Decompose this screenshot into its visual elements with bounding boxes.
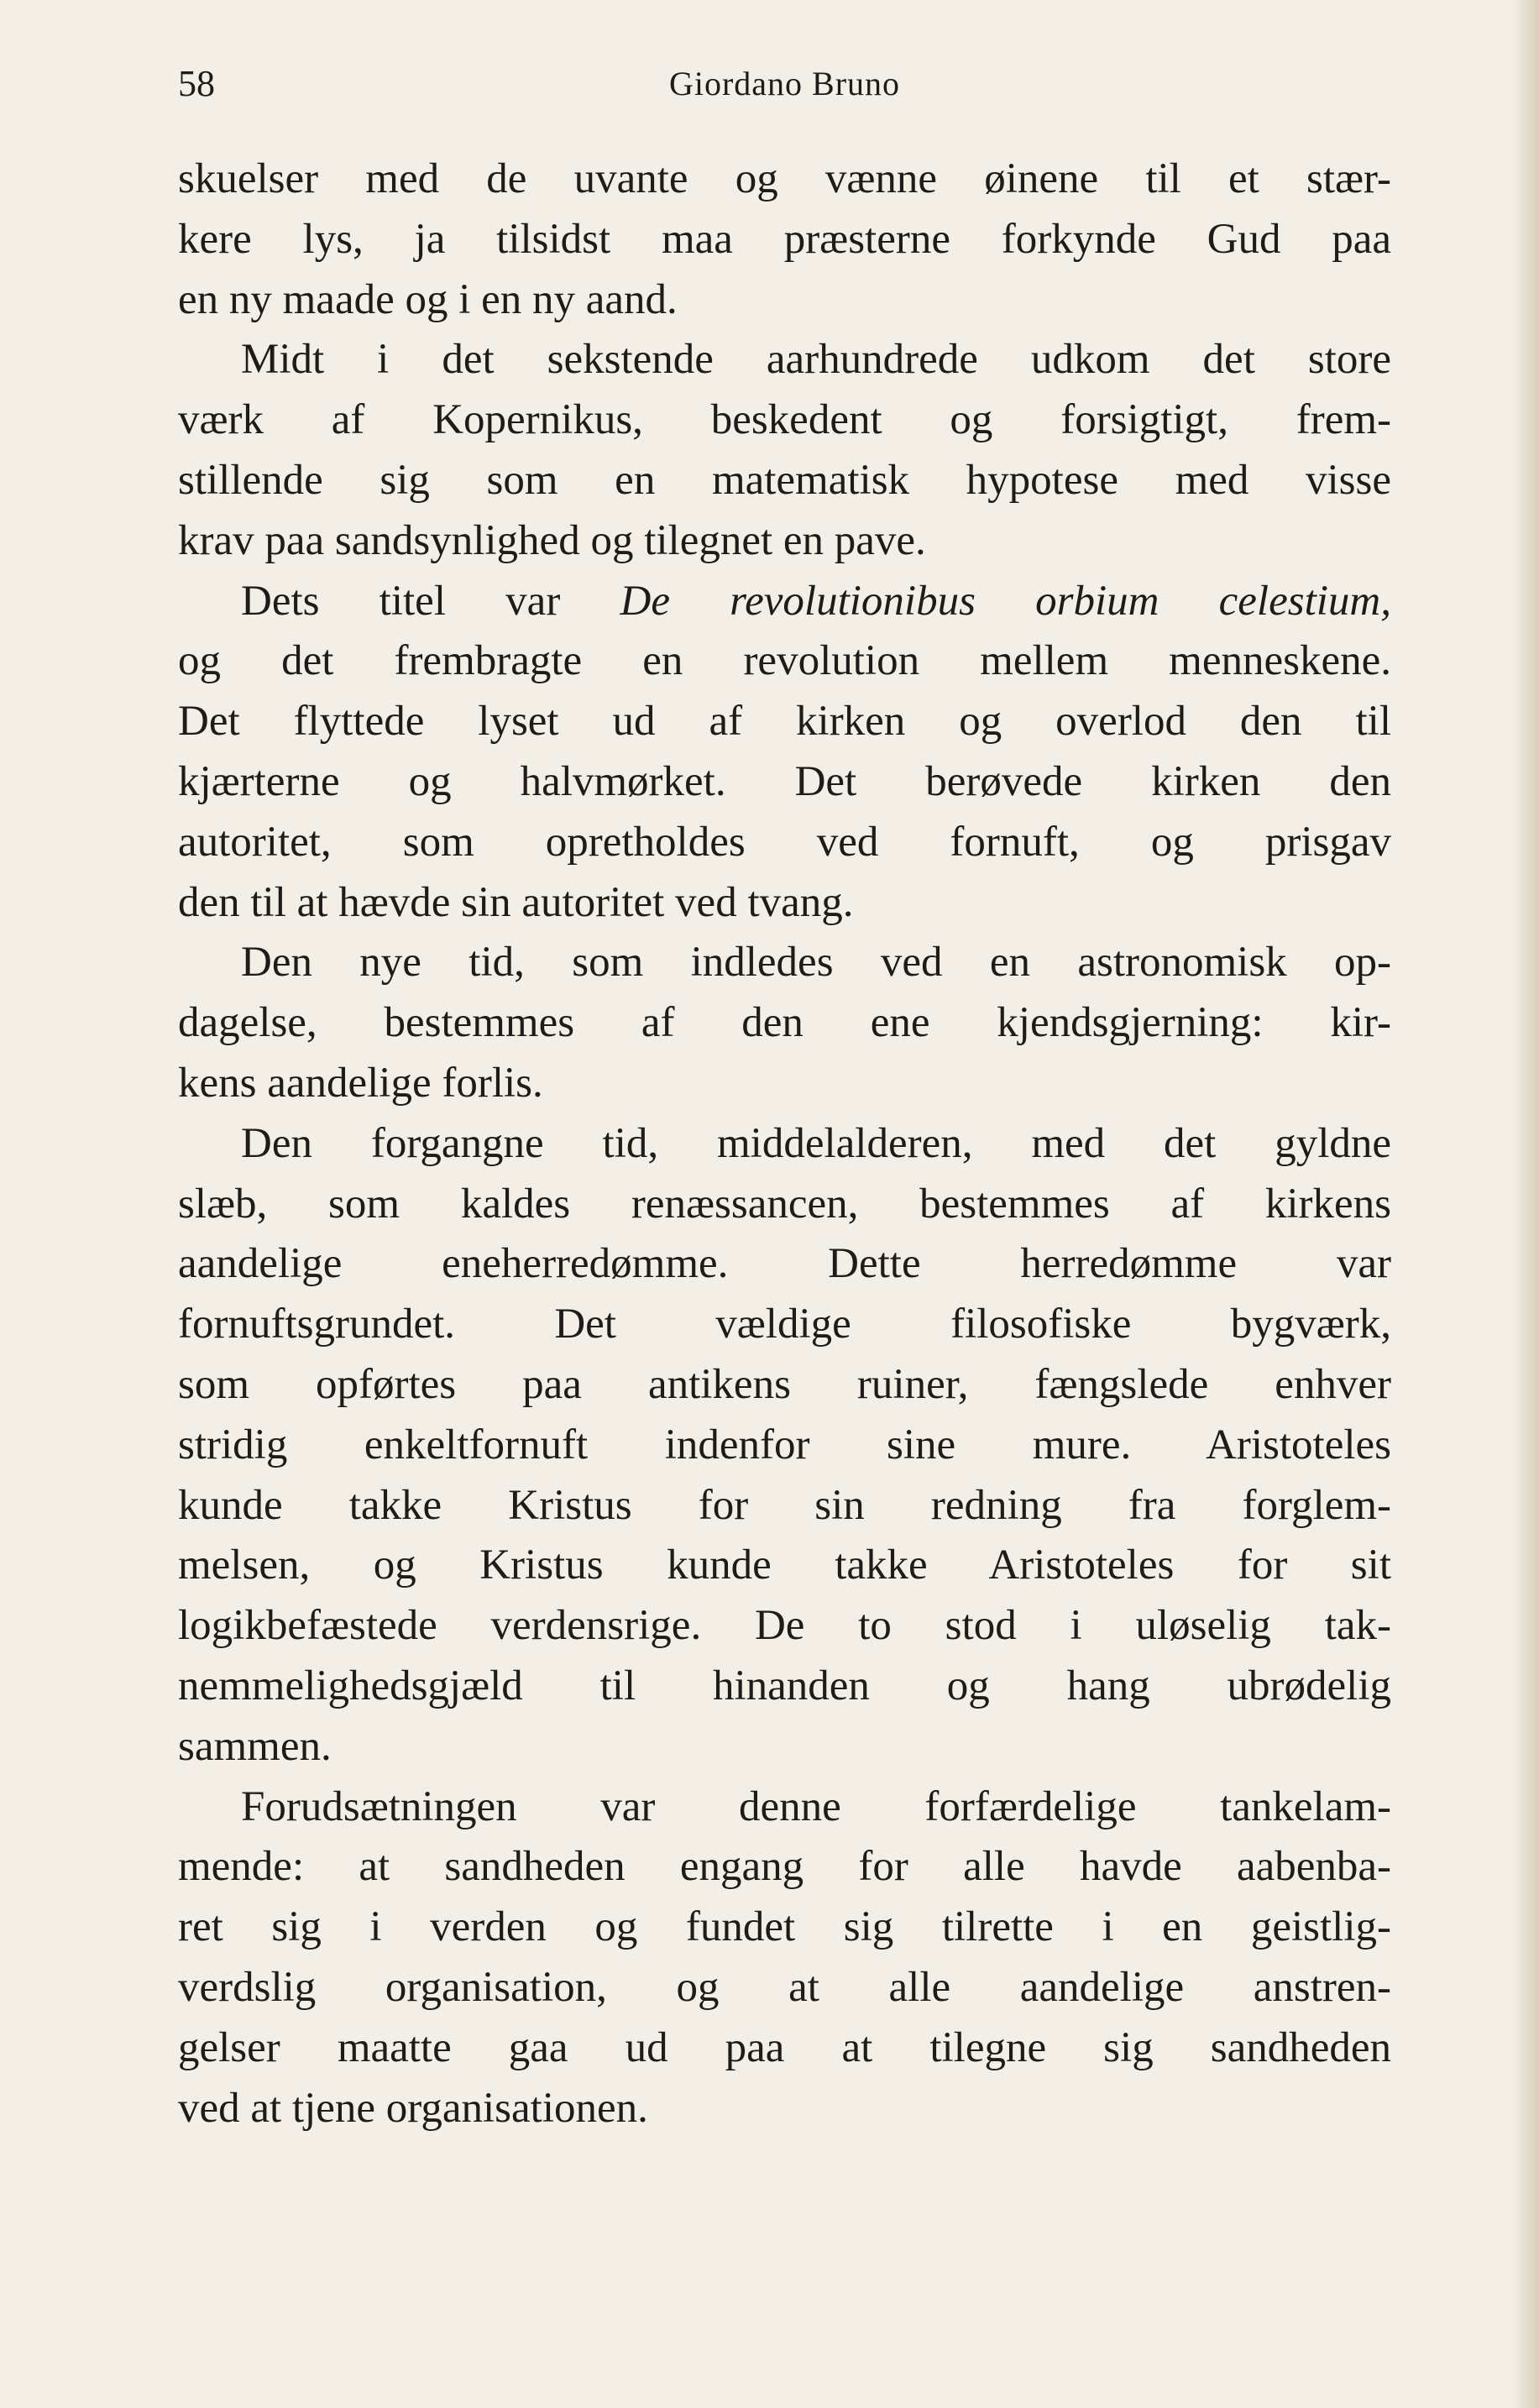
text-line: stillende sig som en matematisk hypotese med visse (178, 456, 1391, 504)
text-line: Den forgangne tid, middelalderen, med det gyldne (241, 1119, 1391, 1167)
text-line: gelser maatte gaa ud paa at tilegne sig sandheden (178, 2023, 1391, 2071)
text-line-with-title (178, 572, 1391, 632)
body-text (178, 149, 1391, 2138)
text-line: mende: at sandheden engang for alle havde aabenba- (178, 1843, 1391, 1891)
running-head: Giordano Bruno (668, 65, 901, 102)
text-line: kere lys, ja tilsidst maa præsterne forkynde Gud paa (178, 215, 1391, 263)
text-line: som opførtes paa antikens ruiner, fængslede enhver (178, 1360, 1391, 1408)
text-line: og det frembragte en revolution mellem menneskene. (178, 637, 1391, 685)
text-line: slæb, som kaldes renæssancen, bestemmes af kirkens (178, 1180, 1391, 1228)
text-line: dagelse, bestemmes af den ene kjendsgjerning: kir- (178, 999, 1391, 1047)
text-line: logikbefæstede verdensrige. De to stod i uløselig tak- (178, 1602, 1391, 1650)
text-line: autoritet, som opretholdes ved fornuft, og prisgav (178, 818, 1391, 866)
text-line: den til at hævde sin autoritet ved tvang. (178, 878, 854, 926)
text-line: Forudsætningen var denne forfærdelige tankelam- (241, 1782, 1391, 1830)
page-number: 58 (178, 63, 215, 104)
text-line: kunde takke Kristus for sin redning fra forglem- (178, 1481, 1391, 1529)
text-line: kens aandelige forlis. (178, 1059, 543, 1107)
text-line: Det flyttede lyset ud af kirken og overlod den til (178, 698, 1391, 746)
text-line: fornuftsgrundet. Det vældige filosofiske bygværk, (178, 1301, 1391, 1348)
text-line: krav paa sandsynlighed og tilegnet en pave. (178, 516, 926, 564)
text-line: ret sig i verden og fundet sig tilrette i en geistlig- (178, 1903, 1391, 1951)
text-line: Den nye tid, som indledes ved en astronomisk op- (241, 939, 1391, 987)
text-line: aandelige eneherredømme. Dette herredømme var (178, 1240, 1391, 1288)
text-line: melsen, og Kristus kunde takke Aristoteles for sit (178, 1542, 1391, 1589)
page-edge-shadow (1514, 0, 1539, 2408)
text-line: stridig enkeltfornuft indenfor sine mure. Aristoteles (178, 1421, 1391, 1468)
text-line: værk af Kopernikus, beskedent og forsigtigt, frem- (178, 396, 1391, 444)
text-line-part: Dets titel var (241, 577, 561, 625)
text-line: skuelser med de uvante og vænne øinene til et stær- (178, 155, 1391, 202)
text-line: sammen. (178, 1722, 332, 1770)
text-line: ved at tjene organisationen. (178, 2084, 648, 2132)
text-line: nemmelighedsgjæld til hinanden og hang ubrødelig (178, 1662, 1391, 1709)
page-header (178, 59, 1391, 109)
text-line: Midt i det sekstende aarhundrede udkom det store (241, 336, 1391, 384)
text-line: verdslig organisation, og at alle aandelige anstren- (178, 1963, 1391, 2011)
book-title: De revolutionibus orbium celestium, (620, 577, 1392, 625)
text-line: en ny maade og i en ny aand. (178, 275, 678, 323)
text-line: kjærterne og halvmørket. Det berøvede kirken den (178, 757, 1391, 805)
